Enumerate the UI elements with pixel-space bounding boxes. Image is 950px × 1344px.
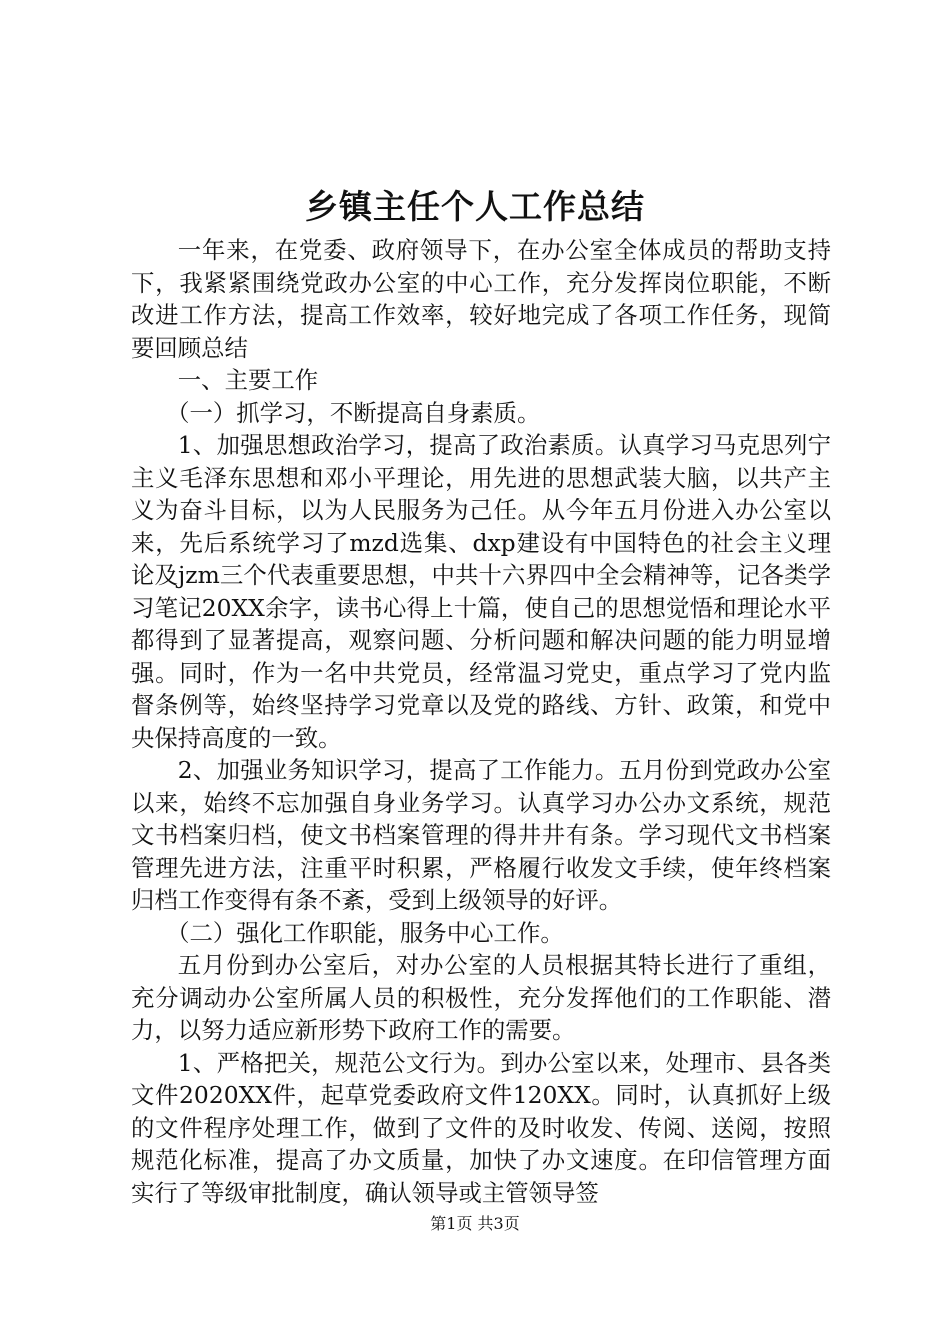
section-heading: 一、主要工作 [177,366,319,394]
subsection-heading: （二）强化工作职能，服务中心工作。 [166,918,564,947]
page-number-footer: 第1页 共3页 [430,1214,520,1233]
document-title: 乡镇主任个人工作总结 [305,187,645,226]
subsection-heading: （一）抓学习，不断提高自身素质。 [166,398,541,427]
body-paragraph: 五月份到办公室后，对办公室的人员根据其特长进行了重组，充分调动办公室所属人员的积极性，充分发挥他们的工作职能、潜力，以努力适应新形势下政府工作的需要。 [131,951,831,1044]
body-paragraph: 1、严格把关，规范公文行为。到办公室以来，处理市、县各类文件2020XX件，起草党委政府文件120XX。同时，认真抓好上级的文件程序处理工作，做到了文件的及时收发、传阅、送阅，按照规范化标准，提高了办文质量，加快了办文速度。在印信管理方面实行了等级审批制度，确认领导或主管领导签 [131,1048,831,1207]
document-body [131,234,831,1209]
body-paragraph: 2、加强业务知识学习，提高了工作能力。五月份到党政办公室以来，始终不忘加强自身业务学习。认真学习办公办文系统，规范文书档案归档，使文书档案管理的得井井有条。学习现代文书档案管理先进方法，注重平时积累，严格履行收发文手续，使年终档案归档工作变得有条不紊，受到上级领导的好评。 [131,756,831,914]
body-paragraph: 1、加强思想政治学习，提高了政治素质。认真学习马克思列宁主义毛泽东思想和邓小平理论，用先进的思想武装大脑，以共产主义为奋斗目标，以为人民服务为己任。从今年五月份进入办公室以来，先后系统学习了mzd选集、dxp建设有中国特色的社会主义理论及jzm三个代表重要思想，中共十六界四中全会精神等，记各类学习笔记20XX余字，读书心得上十篇，使自己的思想觉悟和理论水平都得到了显著提高，观察问题、分析问题和解决问题的能力明显增强。同时，作为一名中共党员，经常温习党史，重点学习了党内监督条例等，始终坚持学习党章以及党的路线、方针、政策，和党中央保持高度的一致。 [131,431,831,752]
intro-paragraph: 一年来，在党委、政府领导下，在办公室全体成员的帮助支持下，我紧紧围绕党政办公室的中心工作，充分发挥岗位职能，不断改进工作方法，提高工作效率，较好地完成了各项工作任务，现简要回顾总结 [131,236,831,362]
